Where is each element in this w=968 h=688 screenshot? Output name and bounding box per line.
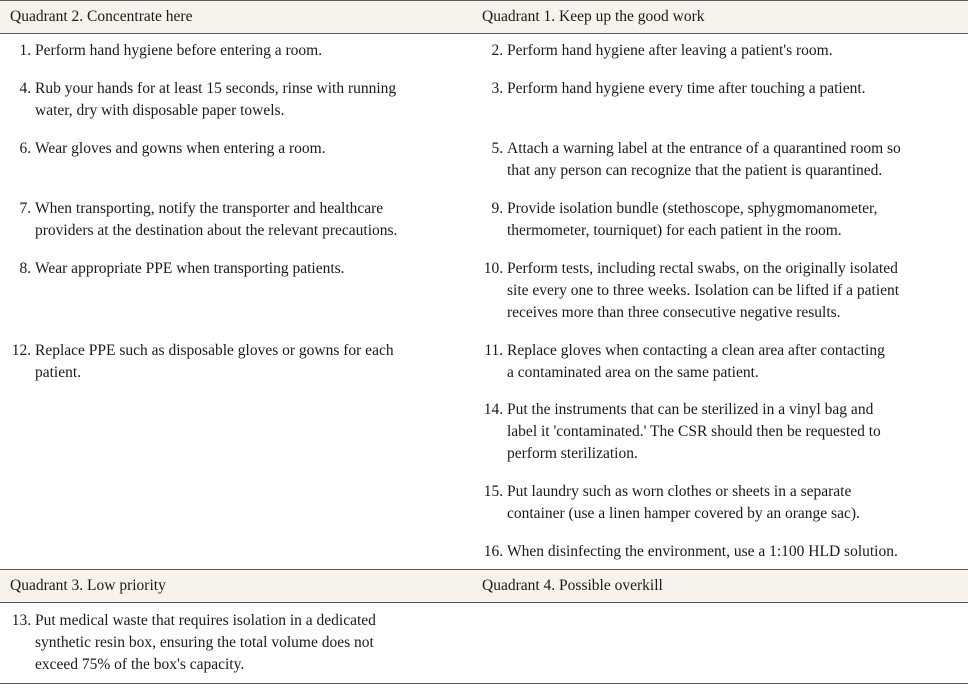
item-text-line: Perform hand hygiene every time after touching a patient.: [507, 80, 866, 97]
quadrant-4-header: Quadrant 4. Possible overkill: [482, 577, 663, 594]
item-text-line: water, dry with disposable paper towels.: [35, 102, 285, 119]
item-number: 13.: [11, 612, 35, 629]
item-text-line: Perform hand hygiene after leaving a patient's room.: [507, 42, 833, 59]
list-item: [11, 198, 397, 242]
item-text-line: Rub your hands for at least 15 seconds, rinse with running: [35, 80, 397, 97]
item-text-line: Put the instruments that can be sterilized in a vinyl bag and: [507, 401, 874, 418]
item-text-line: container (use a linen hamper covered by an orange sac).: [507, 505, 860, 522]
item-number: 7.: [19, 200, 35, 217]
item-text-line: Provide isolation bundle (stethoscope, sphygmomanometer,: [507, 200, 878, 217]
item-text-line: Perform tests, including rectal swabs, on the originally isolated: [507, 260, 898, 277]
item-number: 8.: [19, 260, 35, 277]
item-text-line: Put medical waste that requires isolation in a dedicated: [35, 612, 376, 629]
header-row-top: [0, 0, 968, 34]
item-text-line: Attach a warning label at the entrance of a quarantined room so: [507, 140, 901, 157]
list-item: [11, 40, 322, 62]
item-text-line: patient.: [35, 364, 82, 381]
item-number: 4.: [19, 80, 35, 97]
item-text-line: that any person can recognize that the patient is quarantined.: [507, 162, 883, 179]
list-item: [483, 258, 899, 324]
item-text-line: Perform hand hygiene before entering a room.: [35, 42, 323, 59]
list-item: [11, 340, 394, 384]
item-text-line: Replace gloves when contacting a clean area after contacting: [507, 342, 885, 359]
list-item: [483, 138, 901, 182]
item-text-line: Wear gloves and gowns when entering a room.: [35, 140, 326, 157]
list-item: [11, 258, 345, 280]
item-text-line: synthetic resin box, ensuring the total volume does not: [35, 634, 374, 651]
item-text-line: Wear appropriate PPE when transporting patients.: [35, 260, 345, 277]
list-item: [483, 541, 898, 563]
item-number: 14.: [483, 401, 507, 418]
list-item: [11, 78, 396, 122]
item-number: 12.: [11, 342, 35, 359]
item-text-line: perform sterilization.: [507, 445, 638, 462]
header-row-bottom: [0, 569, 968, 603]
item-text-line: Put laundry such as worn clothes or sheets in a separate: [507, 483, 852, 500]
item-text-line: When transporting, notify the transporter and healthcare: [35, 200, 384, 217]
item-number: 5.: [491, 140, 507, 157]
quadrant-1-header: Quadrant 1. Keep up the good work: [482, 8, 705, 25]
item-text-line: a contaminated area on the same patient.: [507, 364, 759, 381]
item-text-line: thermometer, tourniquet) for each patient in the room.: [507, 222, 842, 239]
item-number: 9.: [491, 200, 507, 217]
list-item: [483, 40, 833, 62]
list-item: [483, 481, 860, 525]
item-number: 3.: [491, 80, 507, 97]
list-item: [483, 399, 881, 465]
list-item: [11, 610, 376, 676]
item-text-line: site every one to three weeks. Isolation can be lifted if a patient: [507, 282, 900, 299]
item-number: 2.: [491, 42, 507, 59]
item-text-line: receives more than three consecutive negative results.: [507, 304, 841, 321]
item-number: 16.: [483, 543, 507, 560]
item-number: 1.: [19, 42, 35, 59]
quadrant-3-header: Quadrant 3. Low priority: [10, 577, 166, 594]
quadrant-2-header: Quadrant 2. Concentrate here: [10, 8, 193, 25]
item-number: 11.: [484, 342, 507, 359]
item-text-line: When disinfecting the environment, use a 1:100 HLD solution.: [507, 543, 898, 560]
list-item: [483, 78, 866, 100]
item-text-line: Replace PPE such as disposable gloves or gowns for each: [35, 342, 394, 359]
list-item: [483, 340, 885, 384]
list-item: [11, 138, 326, 160]
item-text-line: exceed 75% of the box's capacity.: [35, 656, 245, 673]
table-bottom-rule: [0, 683, 968, 684]
item-number: 6.: [19, 140, 35, 157]
item-text-line: providers at the destination about the relevant precautions.: [35, 222, 398, 239]
item-number: 15.: [483, 483, 507, 500]
list-item: [483, 198, 877, 242]
item-number: 10.: [483, 260, 507, 277]
item-text-line: label it 'contaminated.' The CSR should then be requested to: [507, 423, 881, 440]
